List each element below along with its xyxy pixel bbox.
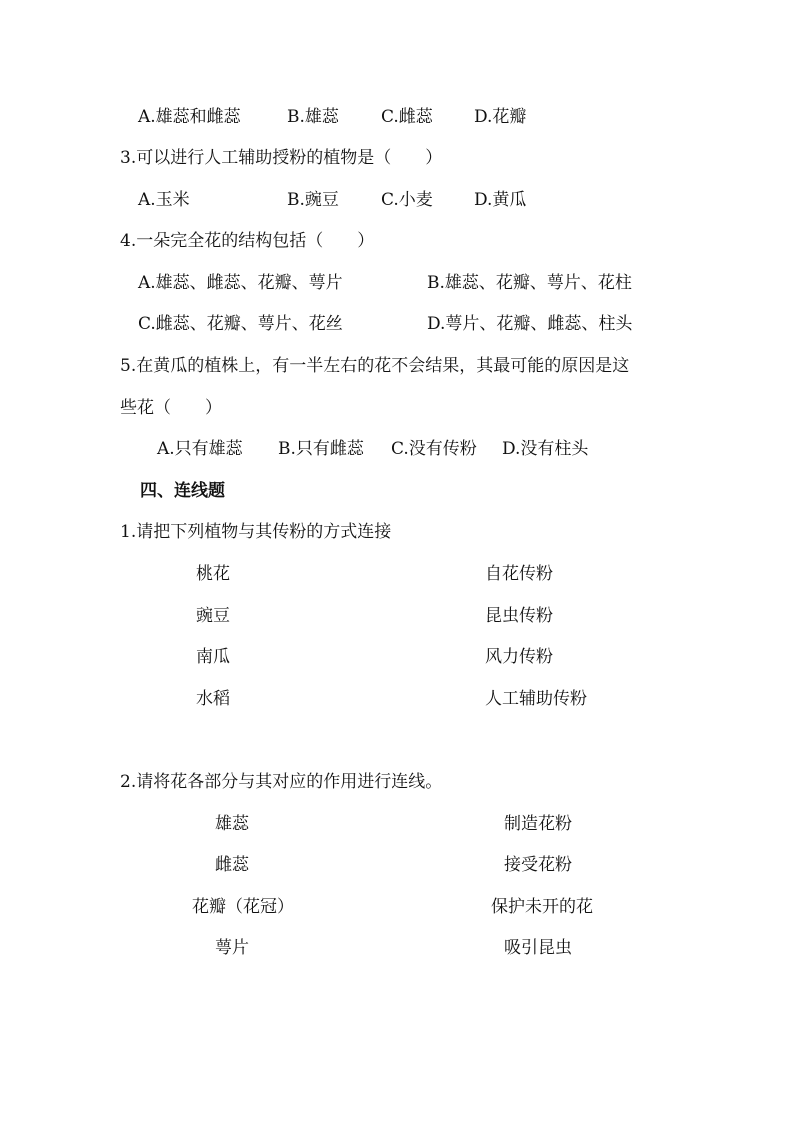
match1-left-item: 豌豆 <box>196 606 230 626</box>
q5-option-d: D.没有柱头 <box>502 439 589 459</box>
match1-prompt: 1.请把下列植物与其传粉的方式连接 <box>120 522 392 542</box>
q3-option-b: B.豌豆 <box>287 190 339 210</box>
q4-option-b: B.雄蕊、花瓣、萼片、花柱 <box>427 273 632 293</box>
match2-right-item: 制造花粉 <box>504 814 572 834</box>
q3-option-d: D.黄瓜 <box>474 190 527 210</box>
q2-option-d: D.花瓣 <box>474 107 527 127</box>
q2-option-a: A.雄蕊和雌蕊 <box>138 107 241 127</box>
q4-option-c: C.雌蕊、花瓣、萼片、花丝 <box>138 314 343 334</box>
q3-option-c: C.小麦 <box>381 190 433 210</box>
q5-option-a: A.只有雄蕊 <box>157 439 243 459</box>
match2-left-item: 萼片 <box>215 938 249 958</box>
q5-option-b: B.只有雌蕊 <box>278 439 364 459</box>
match1-left-item: 水稻 <box>196 689 230 709</box>
match2-left-item: 雄蕊 <box>215 814 249 834</box>
q2-option-b: B.雄蕊 <box>287 107 339 127</box>
match1-right-item: 昆虫传粉 <box>485 606 553 626</box>
match2-right-item: 接受花粉 <box>504 855 572 875</box>
match1-right-item: 风力传粉 <box>485 647 553 667</box>
q5-stem-line2: 些花（ ） <box>120 398 222 418</box>
q3-option-a: A.玉米 <box>138 190 190 210</box>
q4-stem: 4.一朵完全花的结构包括（ ） <box>120 231 375 251</box>
q5-stem-line1: 5.在黄瓜的植株上，有一半左右的花不会结果，其最可能的原因是这 <box>120 356 630 376</box>
match1-right-item: 人工辅助传粉 <box>485 689 587 709</box>
q4-option-d: D.萼片、花瓣、雌蕊、柱头 <box>427 314 633 334</box>
q4-option-a: A.雄蕊、雌蕊、花瓣、萼片 <box>138 273 343 293</box>
q2-option-c: C.雌蕊 <box>381 107 433 127</box>
match1-right-item: 自花传粉 <box>485 564 553 584</box>
match2-left-item: 花瓣（花冠） <box>192 897 294 917</box>
match2-right-item: 保护未开的花 <box>491 897 593 917</box>
match1-left-item: 桃花 <box>196 564 230 584</box>
match2-left-item: 雌蕊 <box>215 855 249 875</box>
match2-prompt: 2.请将花各部分与其对应的作用进行连线。 <box>120 772 443 792</box>
section-heading: 四、连线题 <box>140 481 225 501</box>
q5-option-c: C.没有传粉 <box>391 439 477 459</box>
match1-left-item: 南瓜 <box>196 647 230 667</box>
match2-right-item: 吸引昆虫 <box>504 938 572 958</box>
q3-stem: 3.可以进行人工辅助授粉的植物是（ ） <box>120 148 443 168</box>
